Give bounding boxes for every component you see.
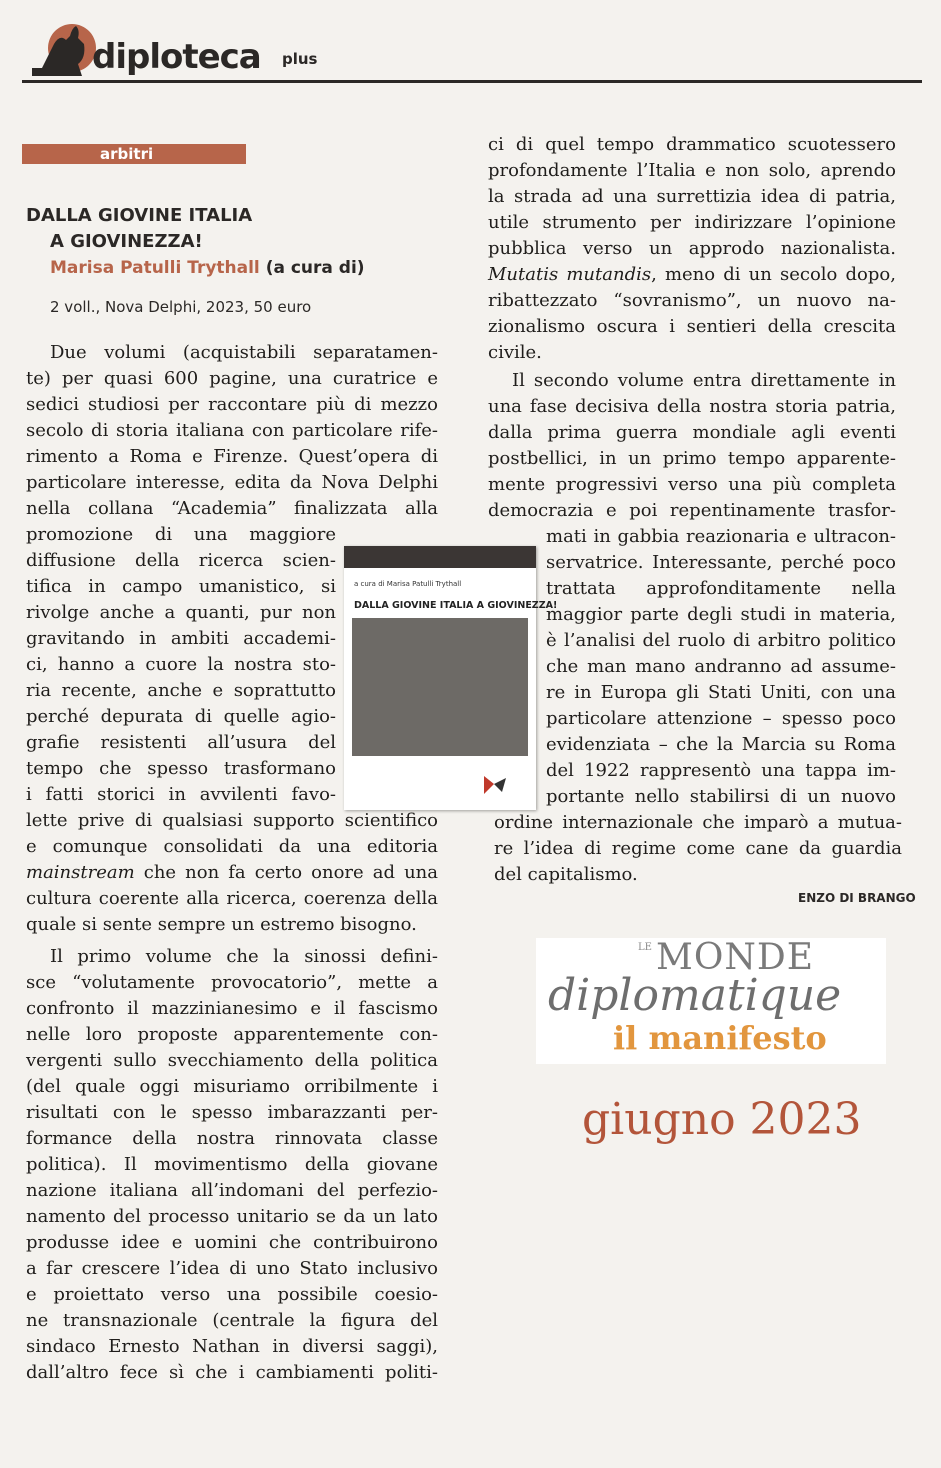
- lmd-monde: MONDE: [656, 937, 815, 978]
- text-line: una fase decisiva della nostra storia patria,: [488, 396, 896, 417]
- text-line: Il primo volume che la sinossi defini-: [50, 946, 438, 967]
- publisher-logo-icon: [480, 772, 510, 798]
- text-line: postbellici, in un primo tempo apparente-: [488, 448, 896, 469]
- text-line: Due volumi (acquistabili separatamen-: [50, 342, 438, 363]
- text-line: diffusione della ricerca scien-: [26, 550, 336, 571]
- text-line: zionalismo oscura i sentieri della crescita: [488, 316, 896, 337]
- italic-term: mainstream: [26, 862, 135, 883]
- text-line: te) per quasi 600 pagine, una curatrice e: [26, 368, 438, 389]
- text-line: maggior parte degli studi in materia,: [546, 604, 896, 625]
- text-line: che man mano andranno ad assume-: [546, 656, 896, 677]
- text-line: vergenti sullo svecchiamento della politica: [26, 1050, 438, 1071]
- text-span: , meno di un secolo dopo,: [651, 264, 896, 285]
- text-line: Il secondo volume entra direttamente in: [512, 370, 896, 391]
- text-line: ci di quel tempo drammatico scuotessero: [488, 134, 896, 155]
- book-author-line: [50, 256, 365, 280]
- text-line: formance della nostra rinnovata classe: [26, 1128, 438, 1149]
- text-line: evidenziata – che la Marcia su Roma: [546, 734, 896, 755]
- text-line: particolare attenzione – spesso poco: [546, 708, 896, 729]
- text-line: a far crescere l’idea di uno Stato inclusivo: [26, 1258, 438, 1279]
- text-line: politica). Il movimentismo della giovane: [26, 1154, 438, 1175]
- text-line: mente progressivi verso una più completa: [488, 474, 896, 495]
- text-line: profondamente l’Italia e non solo, aprendo: [488, 160, 896, 181]
- text-line: utile strumento per indirizzare l’opinione: [488, 212, 896, 233]
- text-line: portante nello stabilirsi di un nuovo: [546, 786, 896, 807]
- text-line: nelle loro proposte apparentemente con-: [26, 1024, 438, 1045]
- text-line: nella collana “Academia” finalizzata alla: [26, 498, 438, 519]
- book-cover-band: [344, 546, 536, 568]
- text-line: gravitando in ambiti accademi-: [26, 628, 336, 649]
- text-line: dalla prima guerra mondiale agli eventi: [488, 422, 896, 443]
- book-title-line1: DALLA GIOVINE ITALIA: [26, 205, 253, 226]
- text-line: sce “volutamente provocatorio”, mette a: [26, 972, 438, 993]
- text-line: ordine internazionale che imparò a mutua-: [494, 812, 902, 833]
- text-line: sedici studiosi per raccontare più di mezzo: [26, 394, 438, 415]
- text-line: ribattezzato “sovranismo”, un nuovo na-: [488, 290, 896, 311]
- brand-title: diploteca: [92, 37, 261, 77]
- book-title-line2: A GIOVINEZZA!: [50, 231, 203, 252]
- text-line: (del quale oggi misuriamo orribilmente i: [26, 1076, 438, 1097]
- text-line: ne transnazionale (centrale la figura del: [26, 1310, 438, 1331]
- text-line: quale si sente sempre un estremo bisogno.: [26, 914, 417, 935]
- text-line: democrazia e poi repentinamente trasfor-: [488, 500, 896, 521]
- text-line: ci, hanno a cuore la nostra sto-: [26, 654, 336, 675]
- lmd-il-manifesto: il manifesto: [613, 1019, 827, 1057]
- section-label: arbitri: [100, 145, 154, 163]
- text-span: che non fa certo onore ad una: [134, 862, 438, 883]
- text-line: produsse idee e uomini che contribuirono: [26, 1232, 438, 1253]
- text-line: risultati con le spesso imbarazzanti per-: [26, 1102, 438, 1123]
- text-line: secolo di storia italiana con particolare rife-: [26, 420, 438, 441]
- header-divider: [22, 80, 922, 83]
- book-cover-title: DALLA GIOVINE ITALIA A GIOVINEZZA!: [354, 600, 558, 611]
- text-line: civile.: [488, 342, 542, 363]
- article-signature: ENZO DI BRANGO: [798, 891, 916, 905]
- brand-suffix: plus: [282, 50, 318, 68]
- text-line: namento del processo unitario se da un lato: [26, 1206, 438, 1227]
- text-line: cultura coerente alla ricerca, coerenza della: [26, 888, 438, 909]
- text-line: pubblica verso un approdo nazionalista.: [488, 238, 896, 259]
- book-cover-author: a cura di Marisa Patulli Trythall: [354, 580, 462, 588]
- text-line: trattata approfonditamente nella: [546, 578, 896, 599]
- issue-date: giugno 2023: [582, 1094, 862, 1145]
- text-line: nazione italiana all’indomani del perfezio-: [26, 1180, 438, 1201]
- text-line: particolare interesse, edita da Nova Delphi: [26, 472, 438, 493]
- text-line: del 1922 rappresentò una tappa im-: [546, 760, 896, 781]
- text-line: e comunque consolidati da una editoria: [26, 836, 438, 857]
- lmd-diplomatique: diplomatique: [548, 970, 842, 1021]
- text-line: del capitalismo.: [494, 864, 638, 885]
- text-line: perché depurata di quelle agio-: [26, 706, 336, 727]
- text-line: rimento a Roma e Firenze. Quest’opera di: [26, 446, 438, 467]
- text-line: mati in gabbia reazionaria e ultracon-: [546, 526, 896, 547]
- text-line: e proiettato verso una possibile coesio-: [26, 1284, 438, 1305]
- text-line: tifica in campo umanistico, si: [26, 576, 336, 597]
- text-line: è l’analisi del ruolo di arbitro politico: [546, 630, 896, 651]
- text-line: i fatti storici in avvilenti favo-: [26, 784, 336, 805]
- text-line: [26, 860, 438, 886]
- text-line: rivolge anche a quanti, pur non: [26, 602, 336, 623]
- diploteca-logo-icon: [26, 14, 98, 78]
- text-line: servatrice. Interessante, perché poco: [546, 552, 896, 573]
- text-line: promozione di una maggiore: [26, 524, 336, 545]
- book-author: Marisa Patulli Trythall: [50, 258, 260, 278]
- text-line: tempo che spesso trasformano: [26, 758, 336, 779]
- book-biblio: 2 voll., Nova Delphi, 2023, 50 euro: [50, 298, 312, 316]
- text-line: confronto il mazzinianesimo e il fascismo: [26, 998, 438, 1019]
- text-line: sindaco Ernesto Nathan in diversi saggi),: [26, 1336, 438, 1357]
- text-line: la strada ad una surrettizia idea di patria,: [488, 186, 896, 207]
- italic-term: Mutatis mutandis: [488, 264, 652, 285]
- text-line: re in Europa gli Stati Uniti, con una: [546, 682, 896, 703]
- text-line: re l’idea di regime come cane da guardia: [494, 838, 902, 859]
- text-line: grafie resistenti all’usura del: [26, 732, 336, 753]
- lmd-le: LE: [638, 942, 652, 953]
- text-line: [488, 262, 896, 288]
- text-line: ria recente, anche e soprattutto: [26, 680, 336, 701]
- text-line: dall’altro fece sì che i cambiamenti politi-: [26, 1362, 438, 1383]
- book-editor-note: (a cura di): [265, 258, 365, 278]
- text-line: lette prive di qualsiasi supporto scientifico: [26, 810, 438, 831]
- book-cover-artwork: [352, 618, 528, 756]
